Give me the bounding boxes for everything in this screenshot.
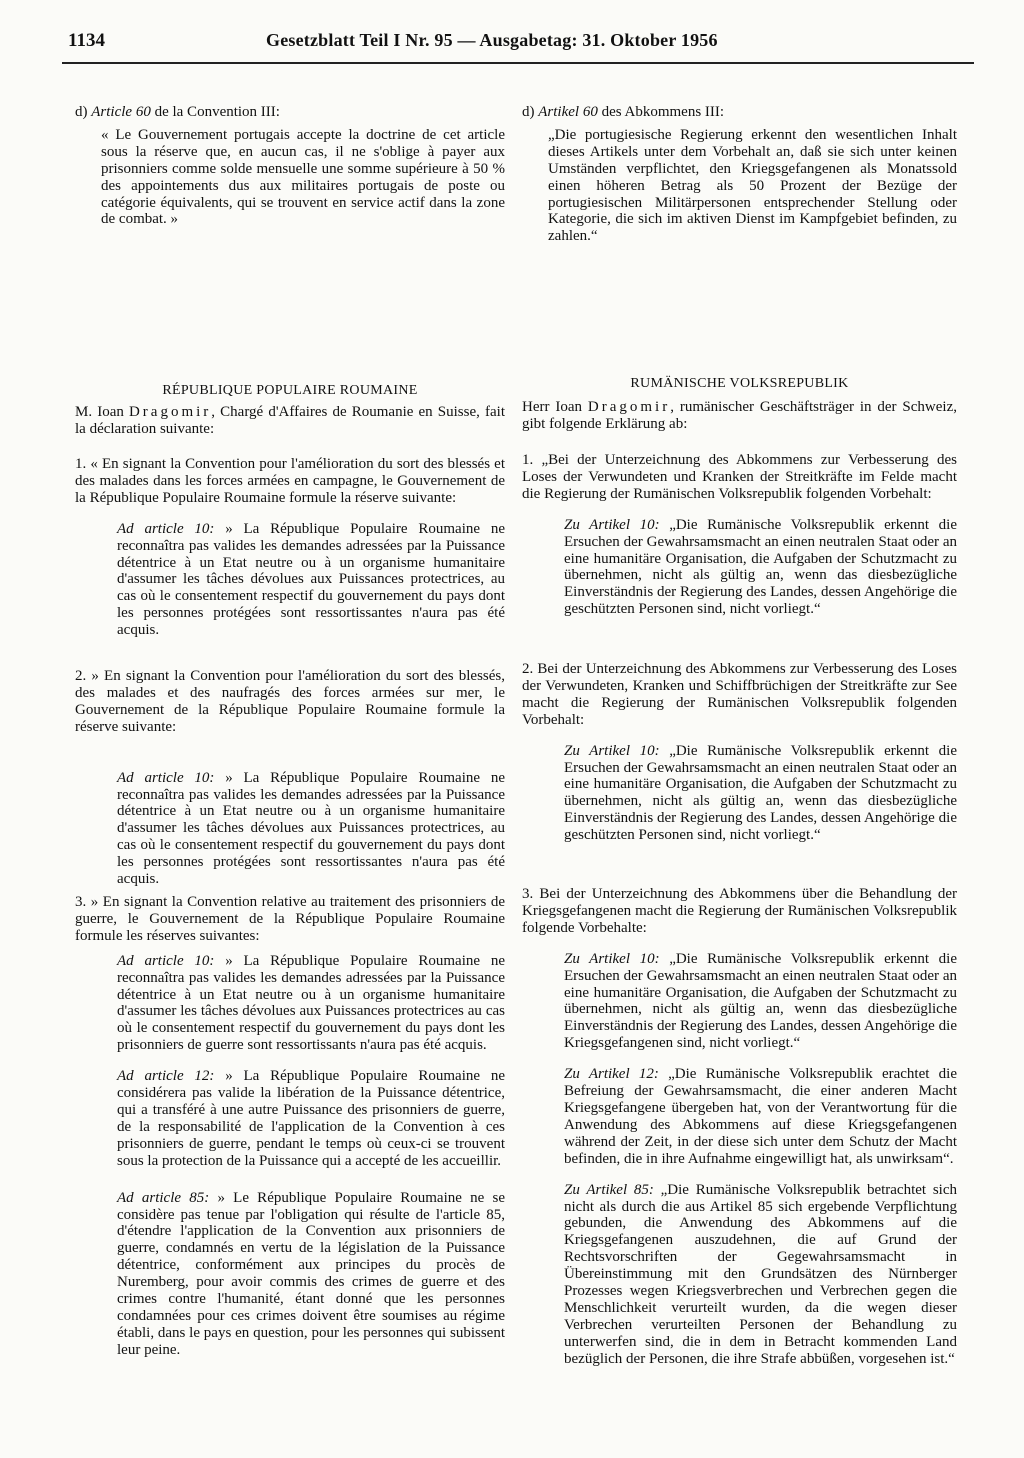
right-section	[522, 376, 957, 433]
right-para-3b-text: „Die Rumänische Volksrepublik erachtet die Befreiung der Gewahrsamsmacht, die einer anderen Macht Kriegsgefangene übergeben hat, von der Verantwortung für die Anwendung des Abkommens auf diese Kriegsgefangenen während der Zeit, in der diese sich unter dem Schutz der Macht befinden, die in ihre Aufnahme eingewilligt hat, als unwirksam“.	[564, 1066, 958, 1167]
left-para-3-text: 3. » En signant la Convention relative au traitement des prisonniers de guerre, le Gouvernement de la République Populaire Roumaine formule les réserves suivantes:	[75, 894, 505, 944]
right-para-3c-ref: Zu Artikel 85:	[564, 1181, 654, 1198]
left-para-1-reserve-text: » La République Populaire Roumaine ne reconnaîtra pas valides les demandes adressées par la Puissance détentrice à un Etat neutre ou à un organisme humanitaire d'assumer les tâches dévolues aux Puissances protectrices, au cas où le consentement respectif du gouvernement du pays dont les personnes protégées sont ressortissantes n'aura pas été acquis.	[117, 520, 505, 639]
right-para-3	[522, 886, 957, 1368]
left-intro-name: Dragomir	[128, 403, 212, 420]
right-para-3c-reserve	[522, 1182, 957, 1368]
right-para-1-reserve-text: „Die Rumänische Volksrepublik erkennt die Ersuchen der Gewahrsamsmacht an einen neutralen Staat oder an eine humanitäre Organisation, die Aufgaben der Schutzmacht zu übernehmen, nicht als gültig an, wenn das diesbezügliche Einverständnis der Regierung des Landes, dessen Angehörige die geschützten Personen sind, nicht vorliegt.“	[564, 516, 957, 618]
right-para-3a-reserve	[522, 951, 957, 1052]
right-section-title: RUMÄNISCHE VOLKSREPUBLIK	[630, 376, 849, 391]
left-para-2	[75, 668, 505, 888]
left-section-title: RÉPUBLIQUE POPULAIRE ROUMAINE	[162, 383, 418, 398]
right-item-d	[522, 104, 957, 245]
right-para-2-text: 2. Bei der Unterzeichnung des Abkommens zur Verbesserung des Loses der Verwundeten, Kranken und Schiffbrüchigen der Streitkräfte zur See macht die Regierung der Rumänischen Volksrepublik folgenden Vorbehalt:	[522, 661, 957, 728]
left-para-2-reserve-text: » La République Populaire Roumaine ne reconnaîtra pas valides les demandes adressées par la Puissance détentrice à un Etat neutre ou à un organisme humanitaire d'assumer les tâches dévolues aux Puissances protectrices, au cas où le consentement respectif du gouvernement du pays dont les personnes protégées sont ressortissantes n'aura pas été acquis.	[117, 769, 505, 888]
left-para-3c-ref: Ad article 85:	[117, 1189, 210, 1206]
left-para-1	[75, 456, 505, 639]
right-para-3a-ref: Zu Artikel 10:	[564, 950, 660, 967]
left-item-d	[75, 104, 505, 228]
left-section	[75, 383, 505, 438]
left-intro-post: , Chargé d'Affaires de Roumanie en Suisse, fait la déclaration suivante:	[75, 403, 505, 437]
right-para-3b-ref: Zu Artikel 12:	[564, 1066, 659, 1083]
left-para-1-reserve	[75, 521, 505, 639]
left-intro-pre: M. Ioan	[75, 403, 129, 420]
left-para-3c-reserve	[75, 1190, 505, 1359]
right-para-3-text: 3. Bei der Unterzeichnung des Abkommens über die Behandlung der Kriegsgefangenen macht die Regierung der Rumänischen Volksrepublik folgende Vorbehalte:	[522, 886, 957, 936]
right-para-1	[522, 452, 957, 618]
left-para-1-text: 1. « En signant la Convention pour l'amélioration du sort des blessés et des malades dans les forces armées en campagne, le Gouvernement de la République Populaire Roumaine formule la réserve suivante:	[75, 456, 505, 506]
left-para-3a-ref: Ad article 10:	[117, 952, 215, 969]
right-para-1-ref: Zu Artikel 10:	[564, 516, 660, 533]
left-intro	[75, 404, 505, 438]
right-item-d-ref: Artikel 60	[538, 104, 598, 120]
left-para-1-ref: Ad article 10:	[117, 520, 215, 537]
right-intro	[522, 399, 957, 433]
right-para-2-ref: Zu Artikel 10:	[564, 742, 660, 759]
right-intro-name: Dragomir	[587, 398, 671, 415]
left-para-3	[75, 894, 505, 1359]
right-item-d-label: d)	[522, 104, 535, 120]
right-para-1-text: 1. „Bei der Unterzeichnung des Abkommens zur Verbesserung des Loses der Verwundeten und Kranken der Streitkräfte im Felde macht die Regierung der Rumänischen Volksrepublik folgenden Vorbehalt:	[522, 452, 957, 502]
left-para-3a-reserve	[75, 953, 505, 1054]
right-para-3b-reserve	[522, 1066, 957, 1167]
right-intro-post: , rumänischer Geschäftsträger in der Schweiz, gibt folgende Erklärung ab:	[522, 398, 957, 432]
right-para-3a-text: „Die Rumänische Volksrepublik erkennt die Ersuchen der Gewahrsamsmacht an einen neutralen Staat oder an eine humanitäre Organisation, die Aufgaben der Schutzmacht zu übernehmen, nicht als gültig an, wenn das diesbezügliche Einverständnis der Regierung des Landes, dessen Angehörige die Kriegsgefangenen sind, nicht vorliegt.“	[564, 950, 957, 1052]
right-item-d-quote: „Die portugiesische Regierung erkennt den wesentlichen Inhalt dieses Artikels unter dem Vorbehalt an, daß sie sich unter keinen Umständen verpflichtet, den Kriegsgefangenen als Monatssold einen höheren Betrag als 50 Prozent der Bezüge der portugiesischen Militärpersonen entsprechender Stellung oder Kategorie, die sich im aktiven Dienst im Kampfgebiet befinden, zu zahlen.“	[548, 126, 957, 245]
page-header	[62, 14, 974, 64]
left-para-2-text: 2. » En signant la Convention pour l'amélioration du sort des blessés, des malades et des naufragés des forces armées sur mer, le Gouvernement de la République Populaire Roumaine formule la réserve suivante:	[75, 668, 505, 735]
left-item-d-heading	[75, 104, 505, 121]
right-para-2-reserve	[522, 743, 957, 844]
left-item-d-ref: Article 60	[91, 104, 151, 120]
right-item-d-heading	[522, 104, 957, 121]
left-item-d-quote: « Le Gouvernement portugais accepte la doctrine de cet article sous la réserve que, en aucun cas, il ne s'oblige à payer aux prisonniers comme solde mensuelle une somme supérieure à 50 % des appointements dus aux militaires portugais de poste ou catégorie équivalents, qui se trouvent en service actif dans la zone de combat. »	[101, 126, 505, 228]
left-para-3b-text: » La République Populaire Roumaine ne considérera pas valide la libération de la Puissance détentrice, qui a transféré à une autre Puissance des prisonniers de guerre, de la responsabilité de l'application de la Convention à ces prisonniers de guerre, pendant le temps où ceux-ci se trouvent sous la protection de la Puissance qui a accepté de les accueillir.	[117, 1068, 505, 1169]
left-item-d-ref-rest: de la Convention III:	[150, 104, 280, 120]
right-para-2-reserve-text: „Die Rumänische Volksrepublik erkennt die Ersuchen der Gewahrsamsmacht an einen neutralen Staat oder an eine humanitäre Organisation, die Aufgaben der Schutzmacht zu übernehmen, nicht als gültig an, wenn das diesbezügliche Einverständnis der Regierung des Landes, dessen Angehörige die geschützten Personen sind, nicht vorliegt.“	[564, 742, 957, 844]
left-para-2-reserve	[75, 770, 505, 888]
left-para-3b-ref: Ad article 12:	[117, 1068, 215, 1085]
left-para-3b-reserve	[75, 1068, 505, 1169]
right-para-2	[522, 661, 957, 844]
left-item-d-label: d)	[75, 104, 88, 120]
right-item-d-ref-rest: des Abkommens III:	[597, 104, 725, 120]
right-para-1-reserve	[522, 517, 957, 618]
right-intro-pre: Herr Ioan	[522, 398, 588, 415]
left-para-3a-text: » La République Populaire Roumaine ne reconnaîtra pas valides les demandes adressées par la Puissance détentrice à un Etat neutre ou à un organisme humanitaire d'assumer les tâches dévolues aux Puissances protectrices au cas où le consentement respectif du gouvernement du pays dont les prisonniers de guerre sont ressortissants n'aura pas été acquis.	[117, 952, 505, 1054]
running-title: Gesetzblatt Teil I Nr. 95 — Ausgabetag: 31. Oktober 1956	[266, 30, 718, 50]
right-para-3c-text: „Die Rumänische Volksrepublik betrachtet sich nicht als durch die aus Artikel 85 sich ergebende Verpflichtung gebunden, die Anwendung des Abkommens auf die Kriegsgefangenen auszudehnen, die auf Grund der Rechtsvorschriften der Gegewahrsamsmacht in Übereinstimmung mit den Grundsätzen des Nürnberger Prozesses wegen Kriegsverbrechen und Verbrechen gegen die Menschlichkeit verurteilt wurden, da die wegen dieser Verbrechen verurteilten Personen der Behandlung zu unterwerfen sind, die in dem in Betracht kommenden Land bezüglich der Personen, die ihre Strafe abbüßen, vorgesehen ist.“	[564, 1181, 957, 1367]
left-para-2-ref: Ad article 10:	[117, 769, 215, 786]
left-para-3c-text: » Le République Populaire Roumaine ne se considère pas tenue par l'obligation qui résulte de l'article 85, d'étendre l'application de la Convention aux prisonniers de guerre, condamnés en vertu de la législation de la Puissance détentrice, conformément aux principes du procès de Nuremberg, pour avoir commis des crimes de guerre et des crimes contre l'humanité, étant donné que les personnes condamnées pour ces crimes doivent être soumises au régime établi, dans le pays en question, pour les personnes qui subissent leur peine.	[117, 1189, 505, 1358]
page-number: 1134	[68, 30, 105, 51]
